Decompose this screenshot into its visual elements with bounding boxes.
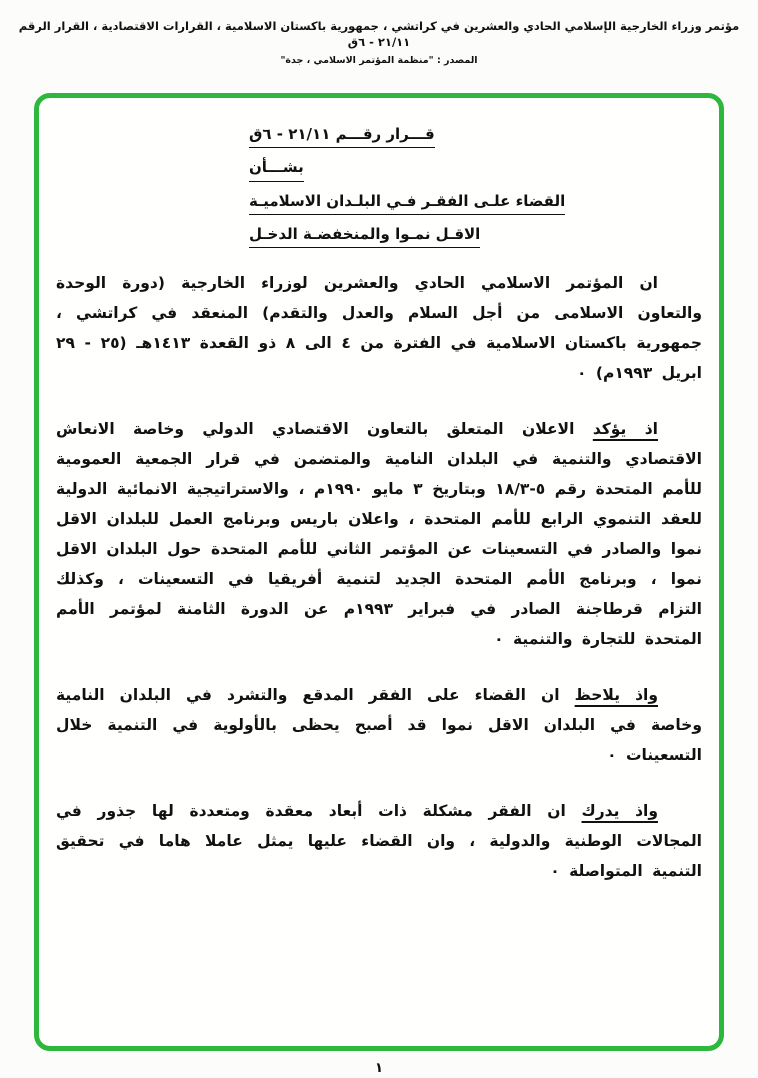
resolution-subject-label: بشـــأن — [249, 157, 304, 181]
resolution-subject-label-line — [249, 157, 702, 181]
noting-paragraph — [56, 680, 702, 770]
resolution-number-line — [249, 124, 702, 148]
paragraph-lead: اذ يؤكد — [592, 420, 658, 438]
resolution-subject-text-1: القضاء علـى الفقـر فـي البلـدان الاسلاميـة — [249, 191, 565, 215]
resolution-title-block — [249, 124, 702, 248]
affirming-paragraph — [56, 414, 702, 654]
paragraph-text: ان القضاء على الفقر المدقع والتشرد في البلدان النامية وخاصة في البلدان الاقل نموا قد أصبح يحظى بالأولوية في التنمية خلال التسعينات ٠ — [56, 686, 702, 764]
paragraph-lead: واذ يلاحظ — [574, 686, 658, 704]
resolution-subject-line-1 — [249, 191, 702, 215]
paragraph-text: ان الفقر مشكلة ذات أبعاد معقدة ومتعددة لها جذور في المجالات الوطنية والدولية ، وان القضاء عليها يمثل عاملا هاما في تحقيق التنمية المتواصلة ٠ — [56, 802, 702, 880]
paragraph-text: ان المؤتمر الاسلامي الحادي والعشرين لوزراء الخارجية (دورة الوحدة والتعاون الاسلامى من أجل السلام والعدل والتقدم) المنعقد في كراتشي ، جمهورية باكستان الاسلامية في الفترة من ٤ الى ٨ ذو القعدة ١٤١٣هـ (٢٥ - ٢٩ ابريل ١٩٩٣م) ٠ — [56, 274, 703, 382]
paragraph-text: الاعلان المتعلق بالتعاون الاقتصادي الدولي وخاصة الانعاش الاقتصادي والتنمية في البلدان النامية والمتضمن في قرار الجمعية العمومية للأمم المتحدة رقم ٥-١٨/٣ وبتاريخ ٣ مايو ١٩٩٠م ، والاستراتيجية الانمائية الدولية للعقد التنموي الرابع للأمم المتحدة ، واعلان باريس وبرنامج العمل للبلدان الاقل نموا والصادر في التسعينات عن المؤتمر الثاني للأمم المتحدة حول البلدان الاقل نموا ، وبرنامج الأمم المتحدة الجديد لتنمية أفريقيا في التسعينات ، وكذلك التزام قرطاجنة الصادر في فبراير ١٩٩٣م عن الدورة الثامنة لمؤتمر الأمم المتحدة للتجارة والتنمية ٠ — [56, 420, 702, 648]
resolution-subject-line-2 — [249, 224, 702, 248]
document-source-line: المصدر : "منظمة المؤتمر الاسلامي ، جدة" — [280, 55, 478, 66]
resolution-border-frame — [34, 93, 724, 1051]
document-header-title: مؤتمر وزراء الخارجية الإسلامي الحادي والعشرين في كراتشي ، جمهورية باكستان الاسلامية ، القرارات الاقتصادية ، القرار الرقم ٢١/١١ - ٦ق — [18, 19, 740, 49]
page-number: ١ — [374, 1060, 384, 1076]
recognizing-paragraph — [56, 796, 702, 886]
resolution-number-text: قـــرار رقـــم ٢١/١١ - ٦ق — [249, 124, 435, 148]
resolution-subject-text-2: الاقـل نمـوا والمنخفضـة الدخـل — [249, 224, 480, 248]
paragraph-lead: واذ يدرك — [581, 802, 658, 820]
preamble-paragraph — [56, 268, 702, 388]
